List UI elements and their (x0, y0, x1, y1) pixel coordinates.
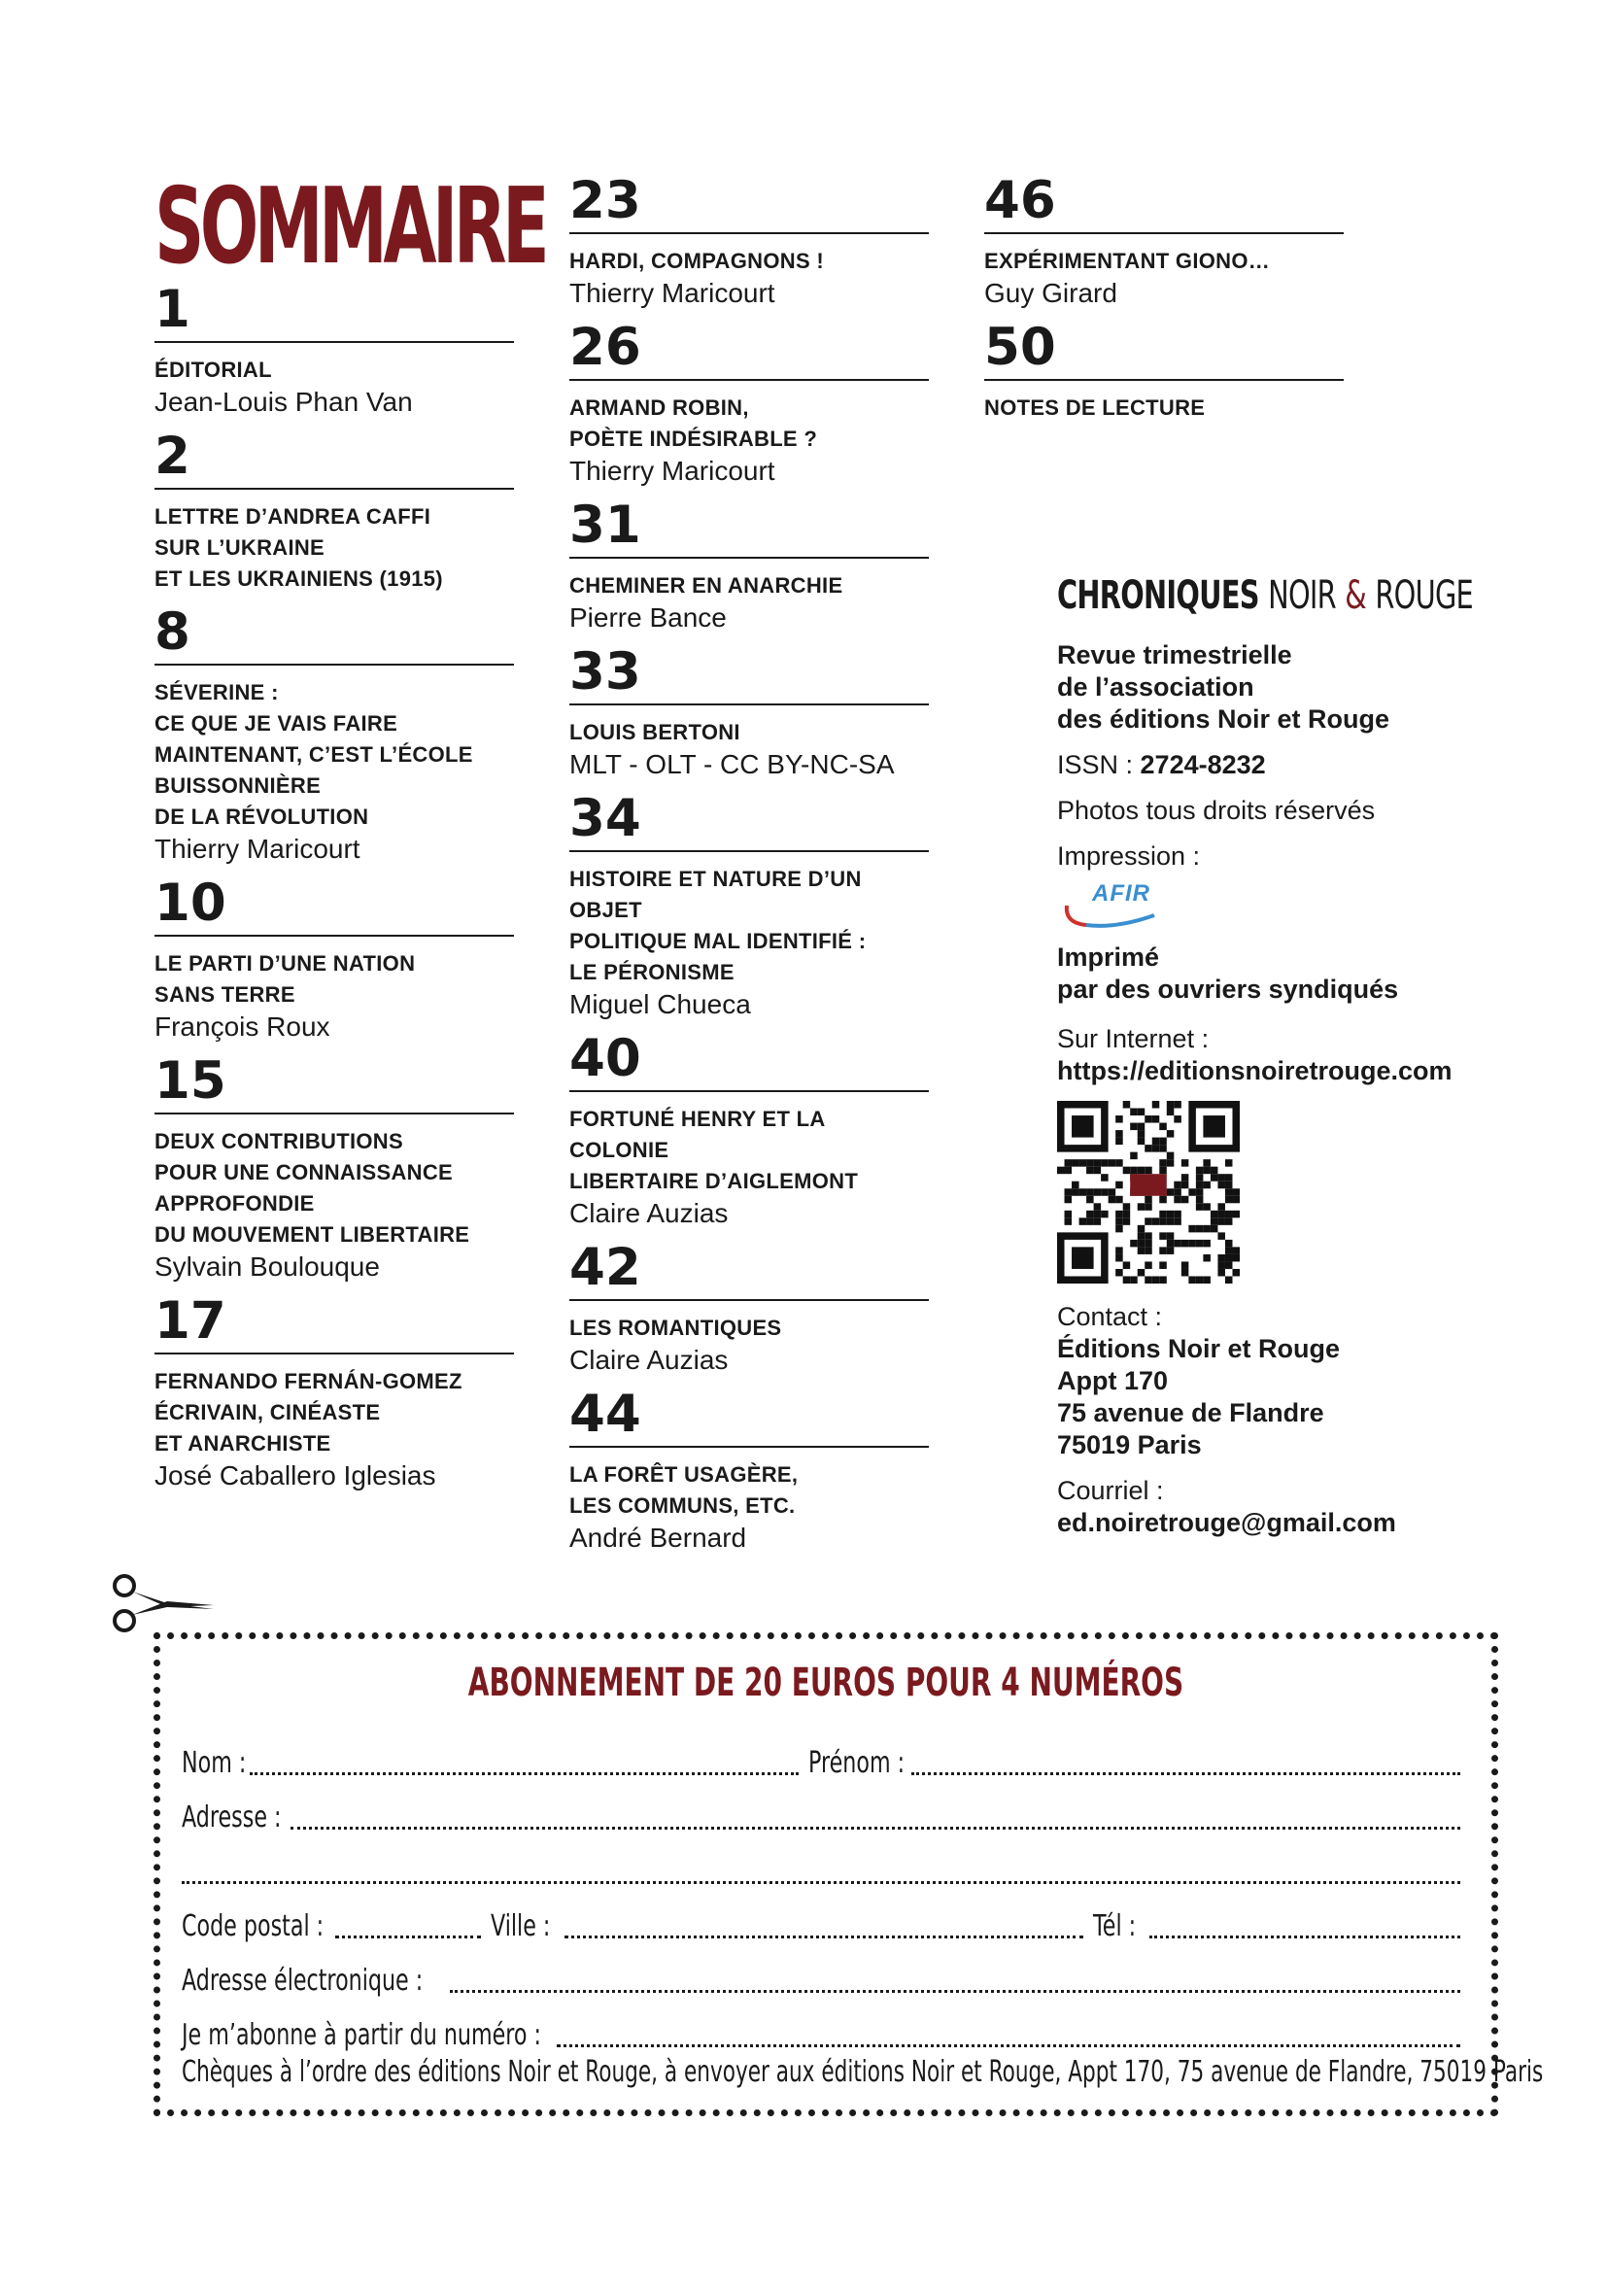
toc-entries-col3 (984, 171, 1344, 424)
row-nom-prenom (182, 1744, 1470, 1783)
nom-label: Nom : (182, 1746, 247, 1780)
toc-entry-title: LA FORÊT USAGÈRE, LES COMMUNS, ETC. (569, 1462, 799, 1518)
row-numero (182, 2016, 1470, 2055)
toc-entry-author: Sylvain Boulouque (154, 1251, 380, 1282)
impression-label: Impression : (1057, 841, 1201, 871)
code-postal-field[interactable] (335, 1936, 481, 1938)
toc-entry[interactable] (984, 318, 1344, 424)
internet-url[interactable]: https://editionsnoiretrouge.com (1057, 1056, 1453, 1085)
toc-entry-title: NOTES DE LECTURE (984, 395, 1206, 420)
form-footer-note (182, 2055, 1544, 2089)
code-postal-label: Code postal : (182, 1909, 325, 1943)
toc-entry[interactable] (154, 427, 514, 595)
toc-entry-page-number: 15 (154, 1055, 514, 1114)
toc-entry-author: José Caballero Iglesias (154, 1460, 436, 1491)
prenom-field[interactable] (911, 1772, 1460, 1775)
toc-entry[interactable] (569, 171, 929, 310)
tel-label: Tél : (1093, 1909, 1137, 1943)
toc-entry[interactable] (154, 1051, 514, 1284)
toc-entry-title: HARDI, COMPAGNONS ! (569, 249, 824, 273)
toc-entry-title: LETTRE D’ANDREA CAFFI SUR L’UKRAINE ET LES UKRAINIENS (1915) (154, 504, 443, 591)
email-label: Adresse électronique : (182, 1964, 424, 1998)
adresse-label: Adresse : (182, 1800, 282, 1834)
toc-entry-title: CHEMINER EN ANARCHIE (569, 573, 843, 598)
toc-entry-page-number: 34 (569, 793, 929, 852)
toc-entry[interactable] (154, 602, 514, 866)
adresse-field[interactable] (291, 1827, 1460, 1830)
revue-line-1: Revue trimestrielle (1057, 640, 1292, 669)
toc-entry[interactable] (154, 280, 514, 419)
numero-field[interactable] (557, 2044, 1460, 2047)
toc-entry[interactable] (569, 642, 929, 781)
toc-entry-author: Thierry Maricourt (569, 456, 775, 486)
form-footer-text: Chèques à l’ordre des éditions Noir et Rouge, à envoyer aux éditions Noir et Rouge, Appt 170, 75 avenue de Flandre, 75019 Paris (182, 2055, 1544, 2089)
brand-word-chroniques: CHRONIQUES (1057, 573, 1259, 618)
adresse-field-line-2[interactable] (182, 1881, 1460, 1884)
toc-entry[interactable] (569, 789, 929, 1021)
toc-entry[interactable] (154, 874, 514, 1044)
ville-field[interactable] (564, 1936, 1083, 1938)
toc-column-3 (984, 171, 1344, 435)
toc-entry-title: LE PARTI D’UNE NATION SANS TERRE (154, 951, 416, 1007)
nom-field[interactable] (250, 1772, 799, 1775)
row-adresse-2 (182, 1853, 1470, 1892)
toc-entry-title: ÉDITORIAL (154, 358, 272, 382)
row-cp-ville-tel (182, 1907, 1470, 1946)
toc-entry-page-number: 23 (569, 175, 929, 234)
toc-column-2 (569, 171, 929, 1566)
imprime-line-2: par des ouvriers syndiqués (1057, 975, 1399, 1004)
tel-field[interactable] (1149, 1936, 1460, 1938)
ville-label: Ville : (491, 1909, 551, 1943)
toc-entry-page-number: 50 (984, 322, 1344, 381)
toc-entry[interactable] (569, 1385, 929, 1555)
toc-entry-page-number: 33 (569, 646, 929, 705)
toc-entry-author: Claire Auzias (569, 1198, 729, 1228)
toc-entry-author: André Bernard (569, 1523, 747, 1553)
toc-entry-author: Claire Auzias (569, 1345, 729, 1375)
toc-entry-page-number: 8 (154, 606, 514, 666)
contact-label: Contact : (1057, 1302, 1163, 1331)
issn-value: 2724-8232 (1140, 750, 1266, 779)
subscription-form (154, 1632, 1544, 2116)
toc-entry-author: Thierry Maricourt (569, 278, 775, 308)
toc-entry[interactable] (569, 1238, 929, 1377)
toc-entry-page-number: 42 (569, 1242, 929, 1301)
toc-entry-author: MLT - OLT - CC BY-NC-SA (569, 749, 895, 779)
form-title-text: ABONNEMENT DE 20 EUROS POUR 4 NUMÉROS (467, 1661, 1184, 1705)
contact-line-3: 75 avenue de Flandre (1057, 1398, 1324, 1427)
issn (1057, 749, 1485, 781)
brand-logo (1057, 573, 1474, 618)
toc-entry-title: FORTUNÉ HENRY ET LA COLONIE LIBERTAIRE D’AIGLEMONT (569, 1107, 859, 1193)
colophon (1057, 573, 1485, 1539)
imprime-line-1: Imprimé (1057, 942, 1160, 972)
numero-label: Je m’abonne à partir du numéro : (182, 2018, 542, 2052)
toc-entry-title: ARMAND ROBIN, POÈTE INDÉSIRABLE ? (569, 395, 818, 451)
row-adresse (182, 1799, 1470, 1837)
photos-rights: Photos tous droits réservés (1057, 796, 1376, 825)
brand-ampersand: & (1345, 573, 1367, 618)
email-field[interactable] (450, 1990, 1460, 1993)
toc-entry-title: LES ROMANTIQUES (569, 1316, 782, 1340)
toc-entry-page-number: 40 (569, 1033, 929, 1092)
brand-word-noir: NOIR (1268, 573, 1336, 618)
toc-entry-page-number: 26 (569, 322, 929, 381)
toc-entry[interactable] (984, 171, 1344, 310)
toc-entry-page-number: 44 (569, 1388, 929, 1448)
revue-line-3: des éditions Noir et Rouge (1057, 704, 1390, 734)
afir-logo (1057, 876, 1174, 931)
toc-entry-page-number: 31 (569, 499, 929, 559)
scissors-icon (109, 1572, 216, 1634)
toc-entries-col2 (569, 171, 929, 1555)
issn-label: ISSN : (1057, 750, 1141, 779)
form-title (160, 1661, 1491, 1705)
toc-entry-title: HISTOIRE ET NATURE D’UN OBJET POLITIQUE MAL IDENTIFIÉ : LE PÉRONISME (569, 867, 867, 984)
toc-entry[interactable] (154, 1291, 514, 1492)
toc-entry-page-number: 2 (154, 430, 514, 490)
toc-entry-title: EXPÉRIMENTANT GIONO… (984, 249, 1271, 273)
toc-entry-title: DEUX CONTRIBUTIONS POUR UNE CONNAISSANCE APPROFONDIE DU MOUVEMENT LIBERTAIRE (154, 1129, 470, 1247)
toc-entry-title: FERNANDO FERNÁN-GOMEZ ÉCRIVAIN, CINÉASTE ET ANARCHISTE (154, 1369, 462, 1456)
courriel-value[interactable]: ed.noiretrouge@gmail.com (1057, 1508, 1396, 1537)
revue-line-2: de l’association (1057, 672, 1254, 702)
contact-line-2: Appt 170 (1057, 1366, 1169, 1395)
toc-entry-author: Thierry Maricourt (154, 834, 360, 864)
row-email (182, 1962, 1470, 2001)
toc-column-1 (154, 166, 546, 1504)
qr-code-icon[interactable] (1057, 1101, 1240, 1284)
toc-entry-author: François Roux (154, 1011, 330, 1042)
brand-word-rouge: ROUGE (1375, 573, 1474, 618)
toc-entry-title: SÉVERINE : CE QUE JE VAIS FAIRE MAINTENANT, C’EST L’ÉCOLE BUISSONNIÈRE DE LA RÉVOLUTION (154, 680, 473, 829)
contact-line-4: 75019 Paris (1057, 1430, 1202, 1459)
toc-entry-page-number: 1 (154, 284, 514, 343)
toc-entry[interactable] (569, 1029, 929, 1230)
toc-entry[interactable] (569, 318, 929, 488)
toc-entry-page-number: 46 (984, 175, 1344, 234)
toc-entry[interactable] (569, 496, 929, 634)
toc-entry-page-number: 10 (154, 877, 514, 937)
toc-entry-author: Pierre Bance (569, 602, 727, 633)
toc-entry-author: Jean-Louis Phan Van (154, 387, 413, 417)
toc-entries-col1 (154, 280, 514, 1492)
afir-logo-text: AFIR (1092, 880, 1150, 907)
contact-line-1: Éditions Noir et Rouge (1057, 1334, 1341, 1363)
sommaire-title: SOMMAIRE (154, 166, 546, 288)
toc-entry-author: Miguel Chueca (569, 989, 751, 1019)
prenom-label: Prénom : (808, 1746, 906, 1780)
courriel-label: Courriel : (1057, 1476, 1164, 1505)
toc-entry-title: LOUIS BERTONI (569, 720, 740, 744)
toc-entry-author: Guy Girard (984, 278, 1117, 308)
internet-label: Sur Internet : (1057, 1024, 1210, 1053)
toc-entry-page-number: 17 (154, 1295, 514, 1354)
